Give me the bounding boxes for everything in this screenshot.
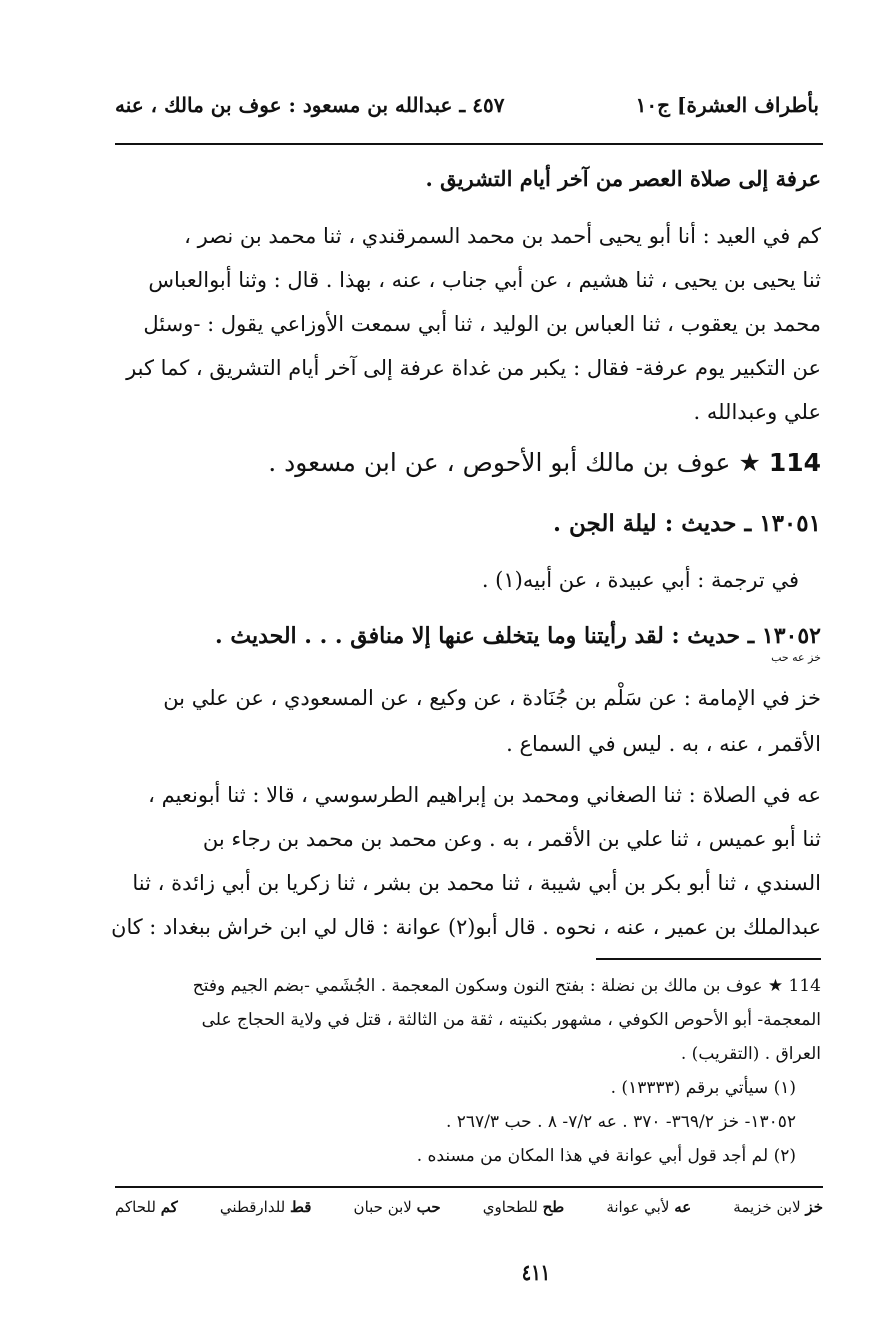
para3-line-2: ثنا أبو عميس ، ثنا علي بن الأقمر ، به . وعن محمد بن محمد بن رجاء بن — [202, 827, 821, 851]
hadith-13052: ١٣٠٥٢ ـ حديث : لقد رأيتنا وما يتخلف عنها إلا منافق . . . الحديث . — [215, 623, 821, 649]
para1-line-1: كم في العيد : أنا أبو يحيى أحمد بن محمد السمرقندي ، ثنا محمد بن نصر ، — [184, 224, 821, 248]
para2-line-2: الأقمر ، عنه ، به . ليس في السماع . — [506, 732, 821, 756]
header-right: بأطراف العشرة] ج١٠ — [635, 93, 819, 117]
header-rule — [115, 143, 823, 145]
hadith-13051: ١٣٠٥١ ـ حديث : ليلة الجن . — [553, 510, 821, 537]
entry-114-text: عوف بن مالك أبو الأحوص ، عن ابن مسعود . — [268, 448, 731, 477]
footnote-114-line-3: العراق . (التقريب) . — [680, 1044, 821, 1064]
legend-item: عه لأبي عوانة — [606, 1198, 692, 1216]
para1-line-2: ثنا يحيى بن يحيى ، ثنا هشيم ، عن أبي جناب ، عنه ، بهذا . قال : وثنا أبوالعباس — [148, 268, 821, 292]
footnote-114-line-1: 114 ★ عوف بن مالك بن نضلة : بفتح النون وسكون المعجمة . الجُشَمي -بضم الجيم وفتح — [192, 976, 821, 996]
footnote-114-line-2: المعجمة- أبو الأحوص الكوفي ، مشهور بكنيته ، ثقة من الثالثة ، قتل في ولاية الحجاج على — [201, 1010, 821, 1030]
legend-item: خز لابن خزيمة — [733, 1198, 823, 1216]
footnote-1: (١) سيأتي برقم (١٣٣٣٣) . — [610, 1078, 796, 1098]
para3-line-4: عبدالملك بن عمير ، عنه ، نحوه . قال أبو(٢) عوانة : قال لي ابن خراش ببغداد : كان — [111, 915, 821, 939]
para1-line-3: محمد بن يعقوب ، ثنا العباس بن الوليد ، ثنا أبي سمعت الأوزاعي يقول : -وسئل — [143, 312, 821, 336]
body-line-1: عرفة إلى صلاة العصر من آخر أيام التشريق . — [425, 166, 821, 191]
footnote-13052: ١٣٠٥٢- خز ٣٦٩/٢- ٣٧٠ . عه ٧/٢- ٨ . حب ٢٦٧/٣ . — [445, 1112, 796, 1132]
footnote-2: (٢) لم أجد قول أبي عوانة في هذا المكان من مسنده . — [416, 1146, 796, 1166]
legend-rule — [115, 1186, 823, 1188]
tarjama-line: في ترجمة : أبي عبيدة ، عن أبيه(١) . — [481, 568, 799, 592]
legend-item: حب لابن حبان — [353, 1198, 441, 1216]
para3-line-3: السندي ، ثنا أبو بكر بن أبي شيبة ، ثنا محمد بن بشر ، ثنا زكريا بن أبي زائدة ، ثنا — [132, 871, 821, 895]
abbreviation-legend — [115, 1198, 823, 1216]
legend-item: قط للدارقطني — [219, 1198, 312, 1216]
legend-item: كم للحاكم — [115, 1198, 178, 1216]
page-number: ٤١١ — [521, 1260, 551, 1286]
para2-line-1: خز في الإمامة : عن سَلْم بن جُنَادة ، عن وكيع ، عن المسعودي ، عن علي بن — [163, 686, 821, 710]
entry-114-number: 114 — [768, 448, 821, 477]
margin-note: خز عه حب — [771, 651, 821, 664]
legend-item: طح للطحاوي — [482, 1198, 565, 1216]
footnote-rule — [596, 958, 821, 960]
entry-114 — [268, 450, 821, 475]
star-icon: ★ — [738, 448, 761, 477]
para1-line-5: علي وعبدالله . — [693, 400, 821, 424]
header-left: ٤٥٧ ـ عبدالله بن مسعود : عوف بن مالك ، عنه — [115, 93, 505, 117]
para1-line-4: عن التكبير يوم عرفة- فقال : يكبر من غداة عرفة إلى آخر أيام التشريق ، كما كبر — [126, 356, 821, 380]
para3-line-1: عه في الصلاة : ثنا الصغاني ومحمد بن إبراهيم الطرسوسي ، قالا : ثنا أبونعيم ، — [148, 783, 821, 807]
